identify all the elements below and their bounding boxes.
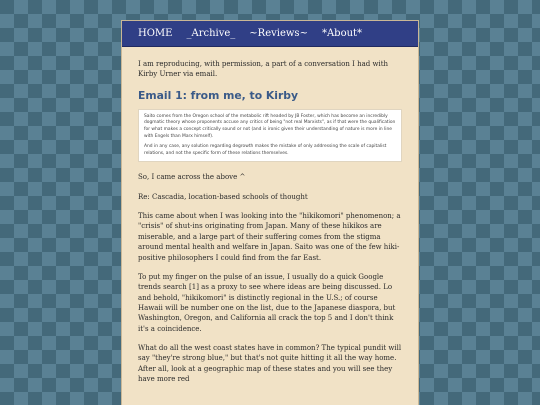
body-paragraph-4: To put my finger on the pulse of an issue, I usually do a quick Google trends search [1] as a proxy to see where ideas are being discussed. Lo and behold, "hikikomori" is distinctly regional in the U.S.; of course Hawaii will be number one on the list, due to the Japanese diaspora, but Washington, Oregon, and California all crack the top 5 and I don't think it's a coincidence. xyxy=(138,272,396,333)
nav-home-link[interactable]: HOME xyxy=(138,28,173,39)
body-paragraph-5: What do all the west coast states have in common? The typical pundit will say "they're strong blue," but that's not quite hitting it all the way home. After all, look at a geographic map of these states and you will see they have more red xyxy=(138,344,402,384)
section-heading: Email 1: from me, to Kirby xyxy=(138,88,299,102)
nav-reviews-link[interactable]: ~Reviews~ xyxy=(249,28,308,39)
quote-block xyxy=(138,109,402,163)
body-paragraph-3: This came about when I was looking into the "hikikomori" phenomenon; a "crisis" of shut-ins originating from Japan. Many of these hikikos are miserable, and a large part of their suffering comes from the stigma around mental health and welfare in Japan. Saito was one of the few hiki-positive philosophers I could find from the far East. xyxy=(138,212,401,262)
body-paragraph-1: So, I came across the above ^ xyxy=(138,173,246,182)
quote-paragraph-2: And in any case, any solution regarding degrowth makes the mistake of only addressing the scale of capitalist relations, and not the specific form of these relations themselves. xyxy=(144,144,387,156)
nav-archive-link[interactable]: _Archive_ xyxy=(186,28,236,39)
body-paragraph-2: Re: Cascadia, location-based schools of thought xyxy=(138,192,308,201)
nav-about-link[interactable]: *About* xyxy=(321,28,363,39)
quote-paragraph-1: Saito comes from the Oregon school of the metabolic rift headed by JB Foster, which has become an incredibly dogmatic theory whose proponents accuse any critics of being "not real Marxists", as if that were the qualification for what makes a concept critically sound or not (and is ironic given their understanding of nature is more in line with Engels than Marx himself). xyxy=(144,113,396,139)
top-nav xyxy=(122,21,418,47)
page-container xyxy=(121,20,419,405)
post-content xyxy=(122,47,418,384)
intro-paragraph: I am reproducing, with permission, a part of a conversation I had with Kirby Urner via email. xyxy=(138,60,389,79)
